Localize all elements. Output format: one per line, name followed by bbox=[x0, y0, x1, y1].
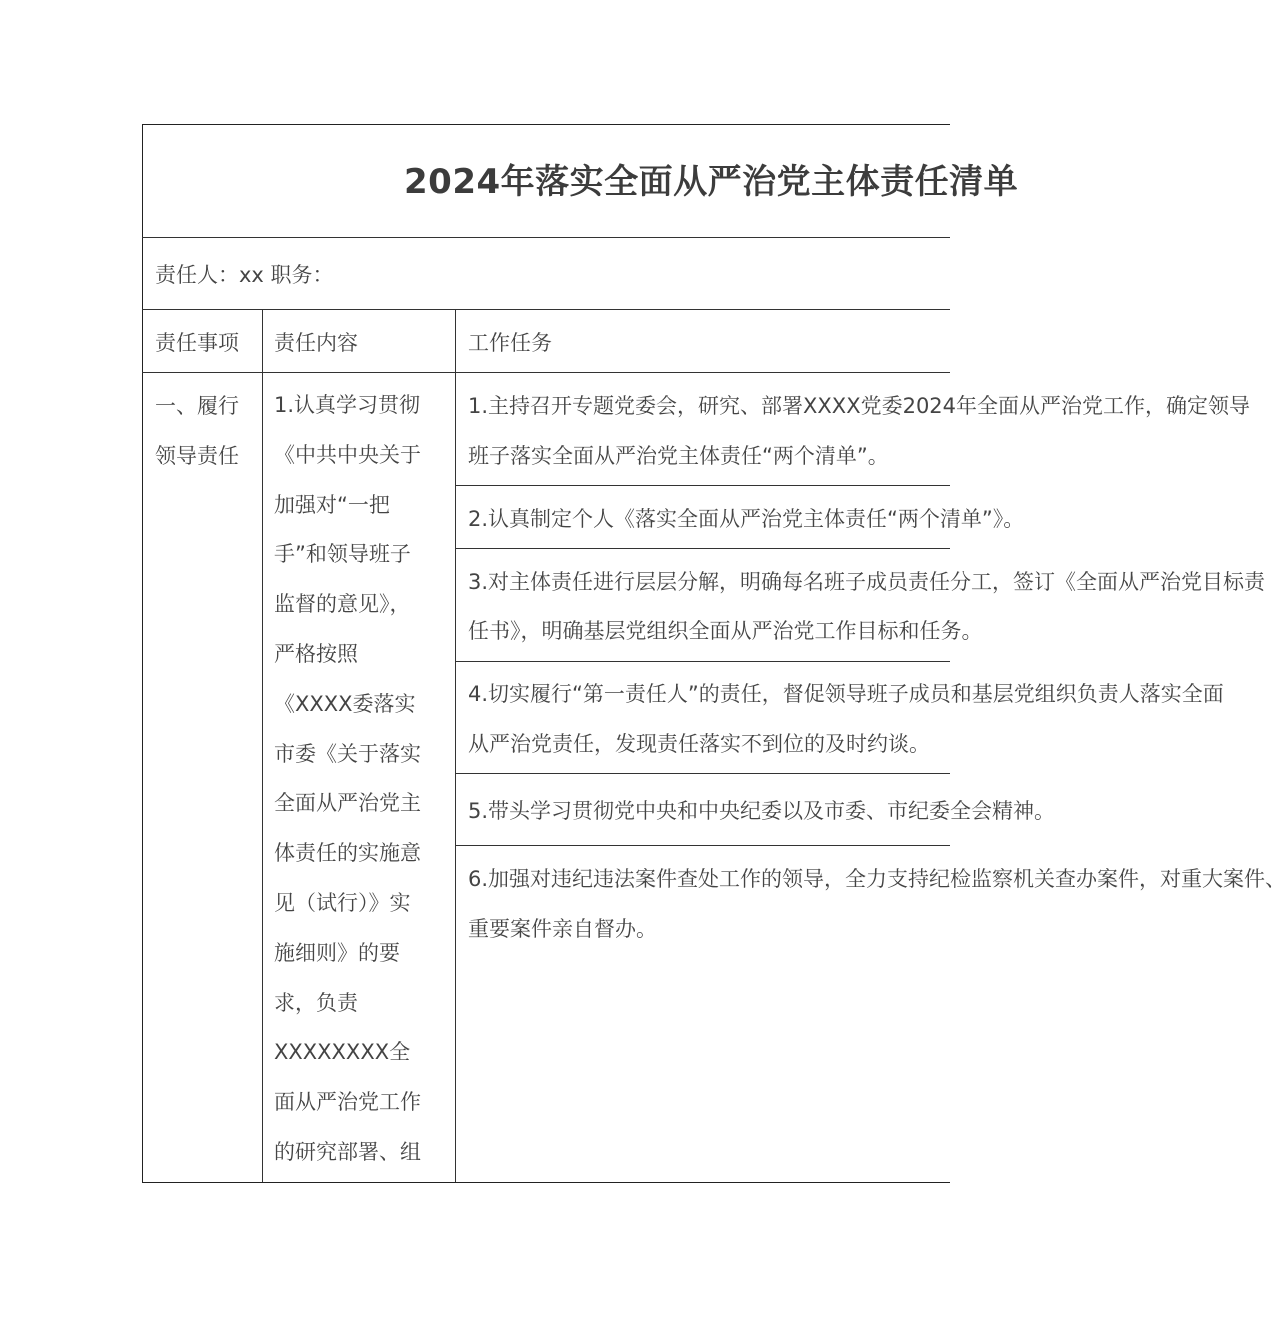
content-line: 《XXXX委落实 bbox=[274, 691, 416, 716]
content-line: 全面从严治党主 bbox=[274, 791, 421, 816]
row-divider bbox=[142, 372, 950, 373]
header-tasks: 工作任务 bbox=[468, 331, 552, 355]
document-title: 2024年落实全面从严治党主体责任清单 bbox=[404, 162, 1019, 202]
task-divider bbox=[455, 661, 950, 662]
content-line: 见（试行）》实 bbox=[274, 890, 411, 915]
responsible-person-line: 责任人：xx 职务： bbox=[155, 263, 334, 287]
responsibility-content bbox=[274, 381, 439, 1178]
task-divider bbox=[455, 485, 950, 486]
content-line: 监督的意见》， bbox=[274, 592, 411, 617]
content-line: 1.认真学习贯彻 bbox=[274, 393, 421, 417]
column-divider bbox=[455, 309, 456, 1182]
row-divider bbox=[142, 309, 950, 310]
task-6-line-1: 6.加强对违纪违法案件查处工作的领导，全力支持纪检监察机关查办案件，对重大案件、 bbox=[468, 867, 1286, 891]
task-divider bbox=[455, 548, 950, 549]
task-2-line-1: 2.认真制定个人《落实全面从严治党主体责任“两个清单”》。 bbox=[468, 507, 1025, 531]
item-label-line: 领导责任 bbox=[155, 444, 239, 468]
task-6-line-2: 重要案件亲自督办。 bbox=[468, 917, 657, 941]
header-item: 责任事项 bbox=[155, 331, 239, 355]
task-divider bbox=[455, 845, 950, 846]
content-line: XXXXXXXX全 bbox=[274, 1040, 411, 1065]
content-line: 手”和领导班子 bbox=[274, 542, 411, 567]
content-line: 求，负责 bbox=[274, 990, 358, 1015]
task-1-line-2: 班子落实全面从严治党主体责任“两个清单”。 bbox=[468, 444, 889, 468]
task-divider bbox=[455, 773, 950, 774]
content-line: 严格按照 bbox=[274, 641, 358, 666]
content-line: 施细则》的要 bbox=[274, 940, 400, 965]
content-line: 《中共中央关于 bbox=[274, 442, 421, 467]
content-line: 市委《关于落实 bbox=[274, 741, 421, 766]
item-label-line: 一、履行 bbox=[155, 394, 239, 418]
task-1-line-1: 1.主持召开专题党委会，研究、部署XXXX党委2024年全面从严治党工作，确定领导 bbox=[468, 394, 1251, 418]
task-3-line-1: 3.对主体责任进行层层分解，明确每名班子成员责任分工，签订《全面从严治党目标责 bbox=[468, 570, 1266, 594]
content-line: 体责任的实施意 bbox=[274, 841, 421, 866]
task-5-line-1: 5.带头学习贯彻党中央和中央纪委以及市委、市纪委全会精神。 bbox=[468, 799, 1056, 823]
header-content: 责任内容 bbox=[274, 331, 358, 355]
task-4-line-2: 从严治党责任，发现责任落实不到位的及时约谈。 bbox=[468, 732, 930, 756]
task-4-line-1: 4.切实履行“第一责任人”的责任，督促领导班子成员和基层党组织负责人落实全面 bbox=[468, 682, 1224, 706]
content-line: 加强对“一把 bbox=[274, 492, 390, 517]
content-line: 的研究部署、组 bbox=[274, 1139, 421, 1164]
content-line: 面从严治党工作 bbox=[274, 1090, 421, 1115]
item-label bbox=[155, 381, 239, 481]
row-divider bbox=[142, 237, 950, 238]
task-3-line-2: 任书》，明确基层党组织全面从严治党工作目标和任务。 bbox=[468, 619, 983, 643]
column-divider bbox=[262, 309, 263, 1182]
